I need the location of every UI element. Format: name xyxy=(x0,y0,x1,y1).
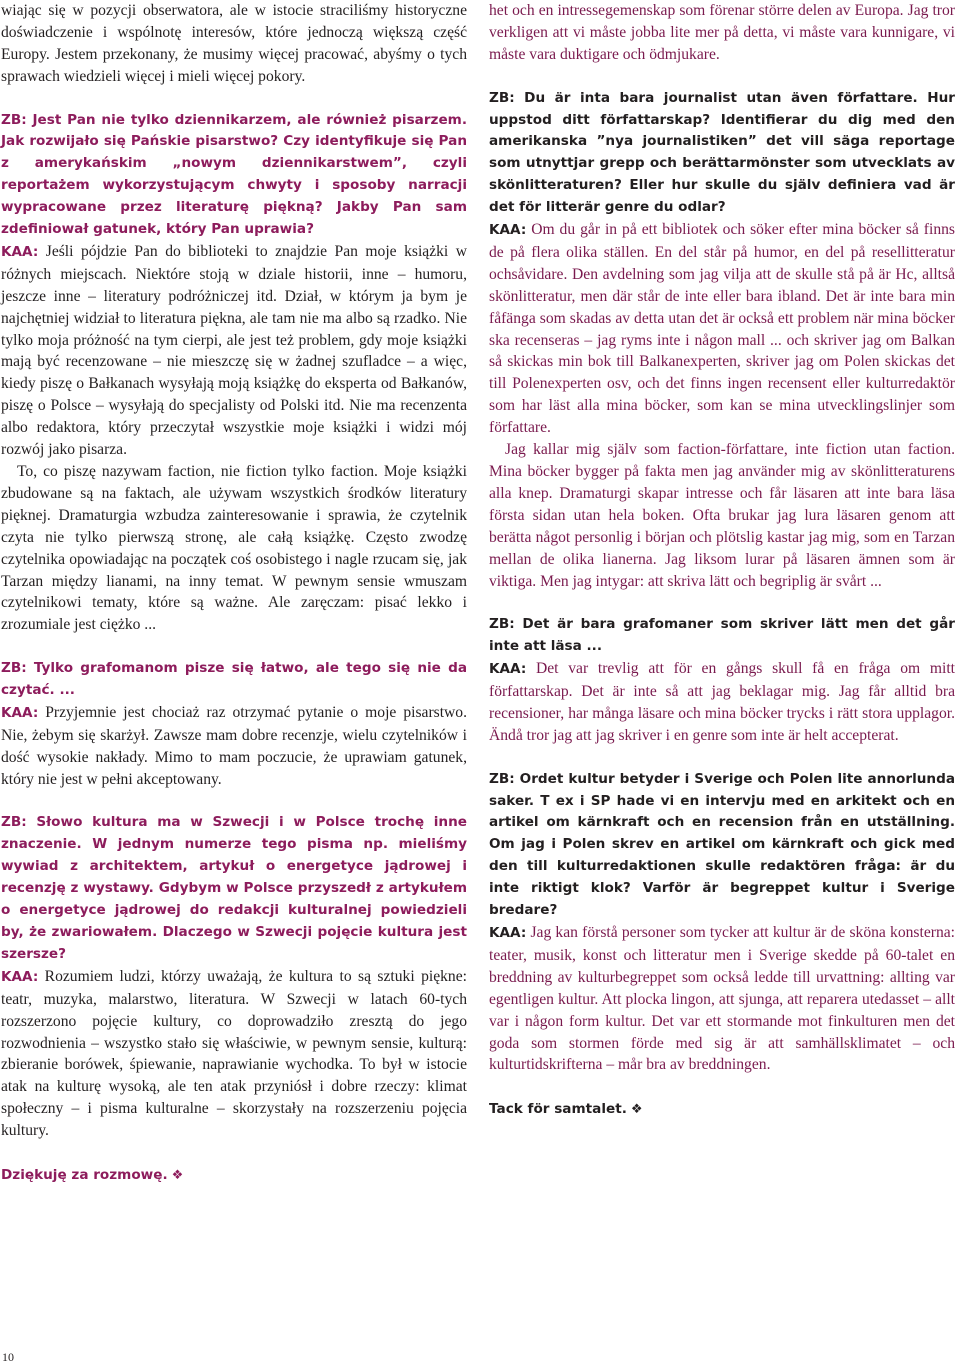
answer-paragraph xyxy=(1,702,467,791)
closing-line xyxy=(489,1098,955,1121)
speaker-label: KAA: xyxy=(1,968,39,985)
speaker-label: KAA: xyxy=(1,243,39,260)
speaker-label: KAA: xyxy=(1,704,39,721)
thanks-text: Dziękuję za rozmowę. xyxy=(1,1166,168,1183)
answer-text: Jag kan förstå personer som tycker att kultur är de sköna konsterna: teater, musik, konst och litteratur men i Sverige skedde på 60-talet en breddning av kulturbegreppet som också ledde till urvattning: allting var egentligen kultur. Att plocka lingon, att sjunga, att reparera utedasset – allt var i någon form kultur. Det var ett stormande mot finkulturen men det goda som stormen förde med sig är att samhällsklimatet – och kulturtidskrifterna – mår bra av breddningen. xyxy=(489,924,955,1074)
speaker-label: KAA: xyxy=(489,222,527,239)
speaker-label: KAA: xyxy=(489,925,527,942)
answer-paragraph xyxy=(489,658,955,747)
closing-line xyxy=(1,1164,467,1187)
answer-paragraph: To, co piszę nazywam faction, nie fiction tylko faction. Moje książki zbudowane są na faktach, ale używam wszystkich środków literatury pięknej. Dramaturgia wzbudza zainteresowanie i sprawia, że czytelnik czyta nie tylko pierwszą stronę, ale całą książkę. Często zwodzę czytelnika opowiadając na początek coś osobistego i nagle rzucam się, jak Tarzan między lianami, na inny temat. W pewnym sensie wmuszam czytelnikowi tematy, które są ważne. Ale zaręczam: pisać lekko i zrozumiale jest ciężko ... xyxy=(1,463,467,634)
answer-paragraph xyxy=(1,966,467,1142)
interviewer-question: ZB: Słowo kultura ma w Szwecji i w Polsce trochę inne znaczenie. W jednym numerze tego pisma np. mieliśmy wywiad z architektem, artykuł o energetyce jądrowej i recenzję z wystawy. Gdybym w Polsce przyszedł z artykułem o energetyce jądrowej do redakcji kulturalnej powiedzieli by, że zwariowałem. Dlaczego w Szwecji pojęcie kultura jest szersze? xyxy=(1,814,467,962)
speaker-label: KAA: xyxy=(489,661,527,678)
interviewer-question: ZB: Jest Pan nie tylko dziennikarzem, ale również pisarzem. Jak rozwijało się Pańskie pisarstwo? Czy identyfikuje się Pan z amerykańskim „nowym dziennikarstwem”, czyli reportażem wykorzystującym chwyty i sposoby narracji wypracowane przez literaturę piękną? Jakby Pan sam zdefiniował gatunek, który Pan uprawia? xyxy=(1,111,467,238)
answer-paragraph xyxy=(489,922,955,1076)
thanks-text: Tack för samtalet. xyxy=(489,1101,627,1118)
interviewer-question: ZB: Du är inta bara journalist utan även författare. Hur uppstod ditt författarskap? Identifierar du dig med den amerikanska ”nya journalistiken” det vill säga reportage som utnyttjar grepp och berättarmönster som utvecklats av skönlitteraturen? Eller hur skulle du själv definiera vad är det för litterär genre du odlar? xyxy=(489,89,955,216)
interviewer-question: ZB: Det är bara grafomaner som skriver lätt men det går inte att läsa ... xyxy=(489,616,955,655)
answer-text: Jeśli pójdzie Pan do biblioteki to znajdzie Pan moje książki w różnych miejscach. Niektóre stoją w dziale historii, inne – humoru, jeszcze inne – literatury podróżniczej itd. Dział, w którym ja bym je najchętniej widział to literatura piękna, ale tam nie ma albo są rzadko. Nie tylko moja próżność na tym cierpi, ale jest też problem, gdy moje książki mają być recenzowane – nie mieszczę się w żadnej szufladce – a więc, kiedy piszę o Bałkanach wysyłają moją książkę do eksperta od Bałkanów, piszę o Polsce – wysyłają do specjalisty od Polski itd. Nie ma recenzenta albo redaktora, który przeczytał wszystkie moje książki i widzi mój rozwój jako pisarza. xyxy=(1,242,467,459)
answer-text: Przyjemnie jest chociaż raz otrzymać pytanie o moje pisarstwo. Nie, żebym się skarżył. Zawsze mam dobre recenzje, wielu czytelników i dość wysokie nakłady. Mimo to mam poczucie, że uprawiam gatunek, który nie jest w pełni akceptowany. xyxy=(1,703,467,788)
answer-paragraph: Jag kallar mig själv som faction-författare, inte fiction utan faction. Mina böcker bygger på fakta men jag använder mig av skönlitteraturens alla knep. Dramaturgi skapar intresse och får läsaren att inte bara läsa första sidan utan hela boken. Ofta brukar jag lura läsaren genom att berätta något personlig i början och plötslig kastar jag mig, som en Tarzan mellan de olika lianerna. Jag liksom lurar på läsaren ämnen som är viktiga. Men jag intygar: att skriva lätt och begriplig är svårt ... xyxy=(489,441,955,590)
answer-text: Om du går in på ett bibliotek och söker efter mina böcker så finns de på flera olika ställen. En del står på humor, en del på resellitteratur ochsåvidare. Den avdelning som jag vilja att de skulle stå på är Hc, alltså skönlitteratur, men där står de inte eller bara ibland. Det är inte bara min fåfänga som skadas av detta utan det är också ett problem när mina böcker ska recenseras – jag ryms inte i någon mall ... och skriver jag om Balkan så skickas min bok till Balkanexperten, skriver jag om Polen skickas det till Polenexperten osv, och det finns ingen recensent eller kulturredaktör som har läst alla mina böcker, som kan se mina utvecklingslinjer som författare. xyxy=(489,221,955,437)
diamond-ornament-icon: ❖ xyxy=(171,1167,184,1183)
swedish-column xyxy=(489,0,955,1121)
answer-paragraph xyxy=(489,219,955,439)
page-number: 10 xyxy=(2,1350,14,1364)
answer-text: Rozumiem ludzi, którzy uważają, że kultura to są sztuki piękne: teatr, muzyka, malarstwo, literatura. W Szwecji w latach 60-tych rozszerzono pojęcie kultury, co doprowadziło zresztą do jego rozwodnienia – wszystko stało się właściwie, w pewnym sensie, kulturą: zbieranie borówek, śpiewanie, naprawianie wychodka. To był w istocie atak na kulturę wysoką, ale ten atak przyniósł i dobre rzeczy: klimat społeczny – i pisma kulturalne – skorzystały na rozszerzeniu pojęcia kultury. xyxy=(1,967,467,1140)
paragraph: het och en intressegemenskap som förenar större delen av Europa. Jag tror verkligen att vi måste jobba lite mer på detta, vi måste vara kunnigare, vi måste vara duktigare och ödmjukare. xyxy=(489,2,955,63)
polish-column xyxy=(1,0,467,1187)
diamond-ornament-icon: ❖ xyxy=(630,1102,643,1118)
interviewer-question: ZB: Tylko grafomanom pisze się łatwo, ale tego się nie da czytać. ... xyxy=(1,660,467,699)
answer-paragraph xyxy=(1,241,467,461)
interviewer-question: ZB: Ordet kultur betyder i Sverige och Polen lite annorlunda saker. T ex i SP hade vi en intervju med en arkitekt och en artikel om kärnkraft och en recension från en utställning. Om jag i Polen skrev en artikel om kärnkraft och gick med den till kulturredaktionen skulle redaktören fråga: är du inte riktigt klok? Varför är begreppet kultur i Sverige bredare? xyxy=(489,770,955,919)
answer-text: Det var trevlig att för en gångs skull få en fråga om mitt författarskap. Det är inte så att jag beklagar mig. Jag får alltid bra recensioner, har många läsare och mina böcker trycks i rätt stora upplagor. Ändå tror jag att jag skriver i en genre som inte är helt accepterat. xyxy=(489,660,955,744)
paragraph: wiając się w pozycji obserwatora, ale w istocie straciliśmy historyczne doświadczenie i wspólnotę interesów, które jednoczą większą część Europy. Jestem przekonany, że musimy więcej pracować, abyśmy o tych sprawach wiedzieli więcej i mieli więcej pokory. xyxy=(1,2,467,85)
